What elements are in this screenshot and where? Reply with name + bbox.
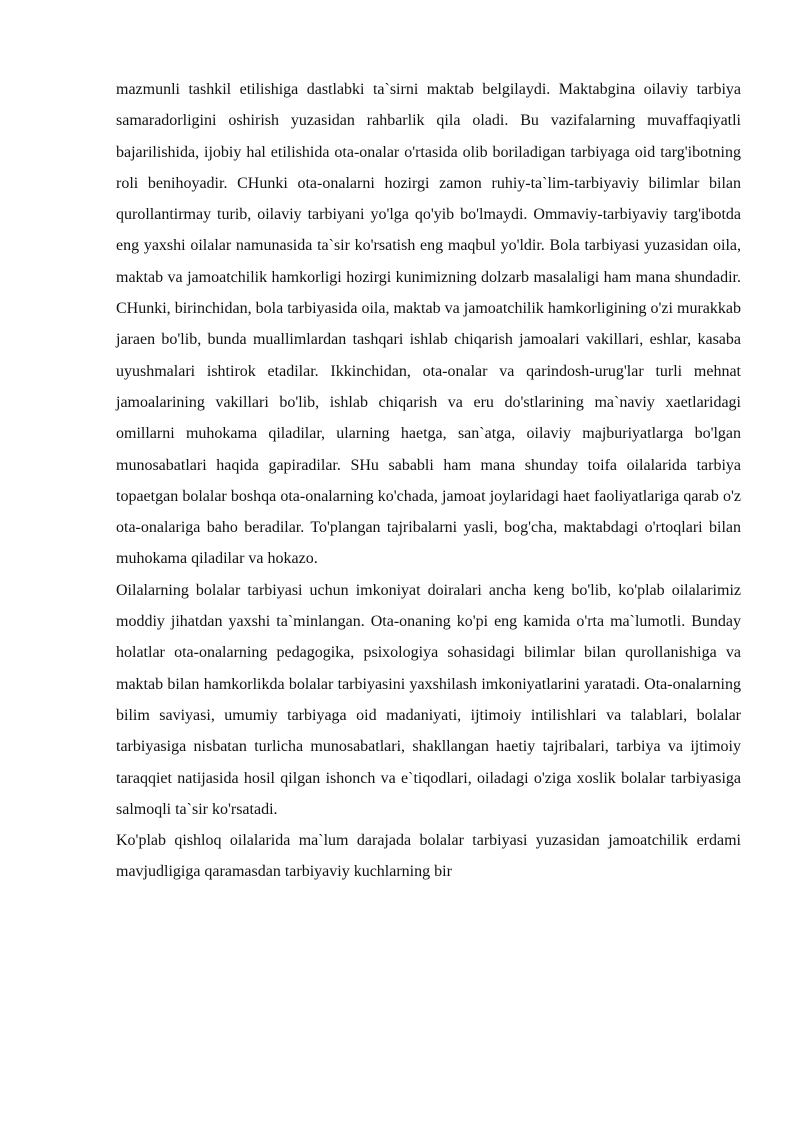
paragraph-1: mazmunli tashkil etilishiga dastlabki ta`sirni maktab belgilaydi. Maktabgina oilaviy tarbiya samaradorligini oshirish yuzasidan rahbarlik qila oladi. Bu vazifalarning muvaffaqiyatli bajarilishida, ijobiy hal etilishida ota-onalar o'rtasida olib boriladigan tarbiyaga oid targ'ibotning roli benihoyadir. CHunki ota-onalarni hozirgi zamon ruhiy-ta`lim-tarbiyaviy bilimlar bilan qurollantirmay turib, oilaviy tarbiyani yo'lga qo'yib bo'lmaydi. Ommaviy-tarbiyaviy targ'ibotda eng yaxshi oilalar namunasida ta`sir ko'rsatish eng maqbul yo'ldir. Bola tarbiyasi yuzasidan oila, maktab va jamoatchilik hamkorligi hozirgi kunimizning dolzarb masalaligi ham mana shundadir. CHunki, birinchidan, bola tarbiyasida oila, maktab va jamoatchilik hamkorligining o'zi murakkab jaraen bo'lib, bunda muallimlardan tashqari ishlab chiqarish jamoalari vakillari, eshlar, kasaba uyushmalari ishtirok etadilar. Ikkinchidan, ota-onalar va qarindosh-urug'lar turli mehnat jamoalarining vakillari bo'lib, ishlab chiqarish va eru do'stlarining ma`naviy xaetlaridagi omillarni muhokama qiladilar, ularning haetga, san`atga, oilaviy majburiyatlarga bo'lgan munosabatlari haqida gapiradilar. SHu sababli ham mana shunday toifa oilalarida tarbiya topaetgan bolalar boshqa ota-onalarning ko'chada, jamoat joylaridagi haet faoliyatlariga qarab o'z ota-onalariga baho beradilar. To'plangan tajribalarni yasli, bog'cha, maktabdagi o'rtoqlari bilan muhokama qiladilar va hokazo. — [116, 81, 741, 568]
paragraph-3: Ko'plab qishloq oilalarida ma`lum darajada bolalar tarbiyasi yuzasidan jamoatchilik erdami mavjudligiga qaramasdan tarbiyaviy kuchlarning bir — [116, 832, 741, 881]
paragraph-2: Oilalarning bolalar tarbiyasi uchun imkoniyat doiralari ancha keng bo'lib, ko'plab oilalarimiz moddiy jihatdan yaxshi ta`minlangan. Ota-onaning ko'pi eng kamida o'rta ma`lumotli. Bunday holatlar ota-onalarning pedagogika, psixologiya sohasidagi bilimlar bilan qurollanishiga va maktab bilan hamkorlikda bolalar tarbiyasini yaxshilash imkoniyatlarini yaratadi. Ota-onalarning bilim saviyasi, umumiy tarbiyaga oid madaniyati, ijtimoiy intilishlari va talablari, bolalar tarbiyasiga nisbatan turlicha munosabatlari, shakllangan haetiy tajribalari, tarbiya va ijtimoiy taraqqiet natijasida hosil qilgan ishonch va e`tiqodlari, oiladagi o'ziga xoslik bolalar tarbiyasiga salmoqli ta`sir ko'rsatadi. — [116, 581, 741, 818]
document-page — [116, 74, 741, 888]
